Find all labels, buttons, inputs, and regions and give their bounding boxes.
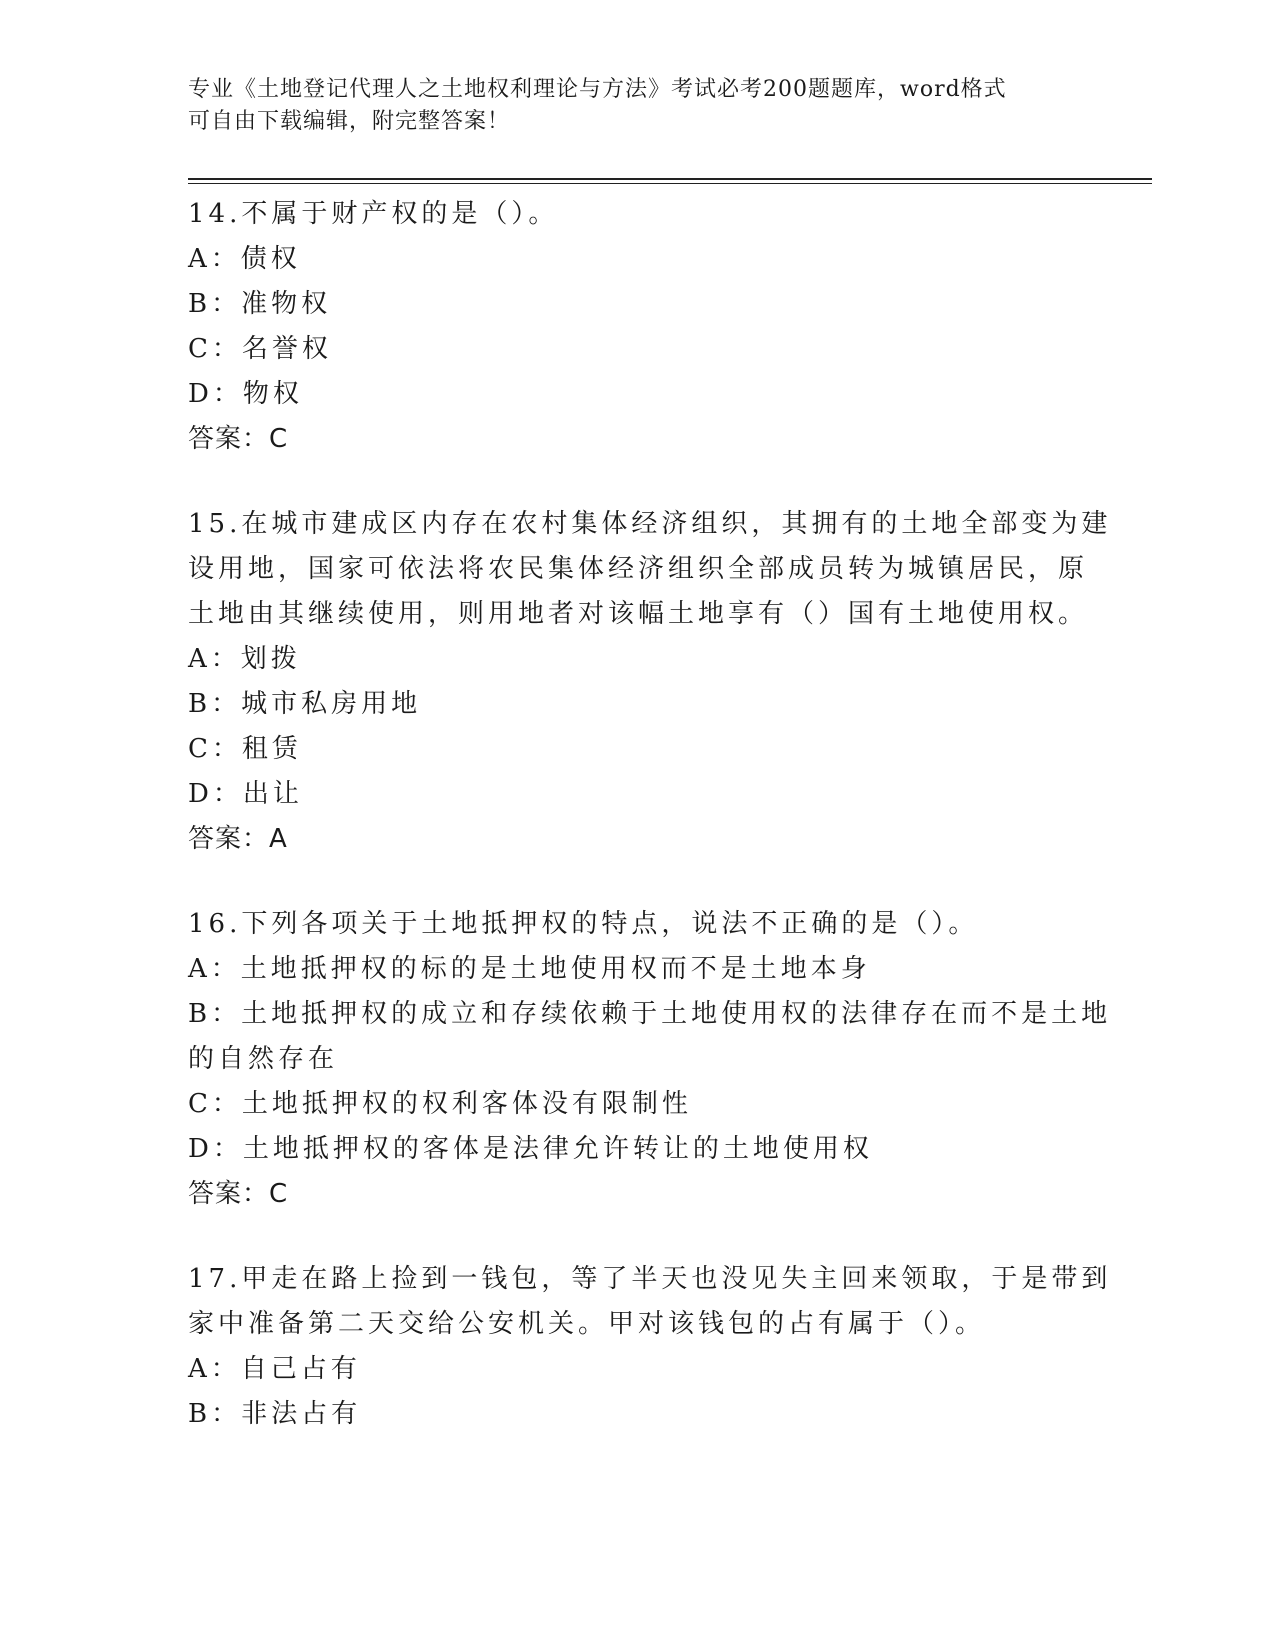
question-stem-line: 14.不属于财产权的是（）。 <box>188 199 559 229</box>
question-stem-line: 15.在城市建成区内存在农村集体经济组织，其拥有的土地全部变为建 <box>188 509 1112 539</box>
option-line: D：出让 <box>188 779 303 809</box>
option-line: B：土地抵押权的成立和存续依赖于土地使用权的法律存在而不是土地 <box>188 999 1112 1029</box>
question-stem-line: 17.甲走在路上捡到一钱包，等了半天也没见失主回来领取，于是带到 <box>188 1264 1112 1294</box>
question-block <box>188 502 1112 862</box>
option-line: B：非法占有 <box>188 1399 362 1429</box>
option-line: B：城市私房用地 <box>188 689 422 719</box>
option-line: C：租赁 <box>188 734 302 764</box>
answer-line: 答案：C <box>188 1179 289 1209</box>
option-line: 的自然存在 <box>188 1044 339 1074</box>
question-stem-line: 16.下列各项关于土地抵押权的特点，说法不正确的是（）。 <box>188 909 979 939</box>
question-block <box>188 1257 1112 1437</box>
question-stem-line: 家中准备第二天交给公安机关。甲对该钱包的占有属于（）。 <box>188 1309 986 1339</box>
question-list <box>188 192 1112 1477</box>
option-line: A：划拨 <box>188 644 301 674</box>
option-line: A：债权 <box>188 244 301 274</box>
option-line: A：自己占有 <box>188 1354 361 1384</box>
option-line: D：土地抵押权的客体是法律允许转让的土地使用权 <box>188 1134 873 1164</box>
answer-line: 答案：A <box>188 824 288 854</box>
question-block <box>188 192 1088 462</box>
option-line: A：土地抵押权的标的是土地使用权而不是土地本身 <box>188 954 871 984</box>
document-header <box>188 74 1068 138</box>
header-title-line-1: 专业《土地登记代理人之土地权利理论与方法》考试必考200题题库，word格式 <box>188 77 1007 102</box>
option-line: D：物权 <box>188 379 303 409</box>
question-stem-line: 设用地，国家可依法将农民集体经济组织全部成员转为城镇居民，原 <box>188 554 1089 584</box>
header-divider-thin <box>188 183 1152 184</box>
option-line: C：土地抵押权的权利客体没有限制性 <box>188 1089 692 1119</box>
header-title-line-2: 可自由下载编辑，附完整答案！ <box>188 109 511 134</box>
question-block <box>188 902 1112 1217</box>
option-line: C：名誉权 <box>188 334 332 364</box>
header-divider-thick <box>188 178 1152 180</box>
question-stem-line: 土地由其继续使用，则用地者对该幅土地享有（）国有土地使用权。 <box>188 599 1089 629</box>
answer-line: 答案：C <box>188 424 289 454</box>
option-line: B：准物权 <box>188 289 332 319</box>
